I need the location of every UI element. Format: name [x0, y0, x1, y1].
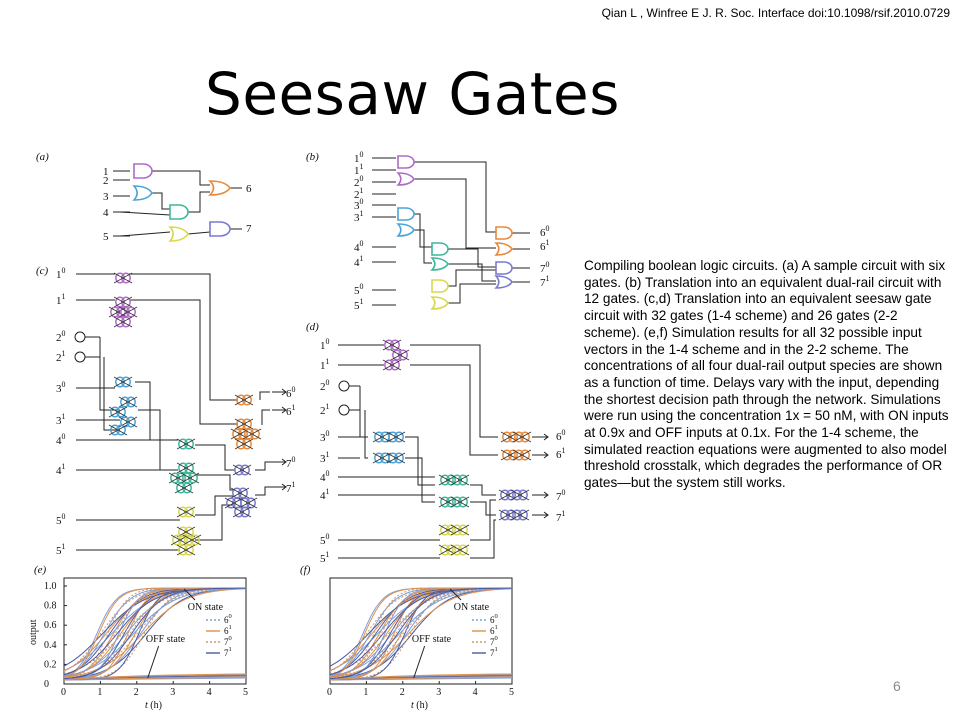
panel-e-off-state-arrow — [148, 646, 159, 678]
panel-c-seesaw-gate-16 — [177, 507, 195, 517]
panel-f-xtick-label: 0 — [327, 687, 332, 698]
panel-d-input-3-0 — [320, 429, 330, 444]
panel-b-input-5-0 — [354, 282, 364, 297]
panel-e-off-state-label: OFF state — [145, 634, 186, 645]
panel-c-output-7-0-sup: 0 — [291, 455, 296, 464]
wire — [255, 487, 272, 495]
panel-c-input-3-0-base: 3 — [56, 383, 62, 395]
wire — [360, 386, 368, 437]
panel-d-seesaw-gate-11 — [451, 497, 469, 507]
panel-a-input-1: 1 — [103, 166, 109, 178]
panel-e-ytick-label: 1.0 — [44, 581, 57, 592]
panel-d-threshold-2-0 — [339, 381, 349, 391]
panel-b-input-2-0-base: 2 — [354, 177, 360, 189]
wire — [470, 485, 496, 495]
panel-e-xtick-label: 5 — [243, 687, 248, 698]
panel-c-input-2-1-sup: 1 — [61, 349, 66, 358]
panel-d-input-2-0-base: 2 — [320, 381, 326, 393]
panel-d-input-5-0 — [320, 532, 330, 547]
panel-d-seesaw-gate-9 — [451, 475, 469, 485]
panel-c-input-4-1 — [56, 462, 66, 477]
panel-d-output-6-0-sup: 0 — [561, 428, 566, 437]
panel-d-output-7-0 — [556, 488, 566, 503]
panel-c-input-2-0-base: 2 — [56, 332, 62, 344]
panel-e-legend-6-0-sup: 0 — [228, 613, 232, 620]
citation: Qian L , Winfree E J. R. Soc. Interface doi:10.1098/rsif.2010.0729 — [601, 6, 950, 20]
panel-e-legend-7-1 — [224, 646, 232, 658]
panel-c-input-2-0-sup: 0 — [61, 329, 66, 338]
panel-d-input-3-0-base: 3 — [320, 432, 326, 444]
wire — [130, 300, 238, 424]
panel-b-output-6-0 — [540, 224, 550, 239]
panel-c-input-5-1-sup: 1 — [61, 542, 66, 551]
panel-b-input-1-0-base: 1 — [354, 153, 360, 165]
panel-c-input-2-1 — [56, 349, 66, 364]
wire — [410, 365, 498, 455]
panel-d-output-7-1-base: 7 — [556, 512, 562, 524]
panel-c-seesaw-gate-11 — [177, 439, 195, 449]
panel-d-seesaw-gate-21 — [511, 490, 529, 500]
panel-b-input-1-1-sup: 1 — [359, 162, 364, 171]
panel-d-input-1-1-sup: 1 — [325, 357, 330, 366]
panel-c-output-6-0-base: 6 — [286, 388, 292, 400]
panel-c-seesaw-gate-8 — [109, 407, 127, 417]
panel-c-input-4-0 — [56, 432, 66, 447]
panel-c-seesaw-gate-25 — [235, 439, 253, 449]
panel-d-input-2-1 — [320, 402, 330, 417]
panel-c-input-3-0 — [56, 380, 66, 395]
panel-c-seesaw-gate-30 — [233, 507, 251, 517]
panel-c-input-2-1-base: 2 — [56, 352, 62, 364]
panel-a-output-6: 6 — [246, 183, 252, 195]
wire — [470, 500, 496, 540]
figure-caption: Compiling boolean logic circuits. (a) A sample circuit with six gates. (b) Translation into an equivalent dual-rail circuit with 12 gates. (c,d) Translation into an equivalent seesaw gate circuit with 32 gates (1-4 scheme) and 26 gates (2-2 scheme). (e,f) Simulation results for all 32 possible input vectors in the 1-4 scheme and in the 2-2 scheme. The concentrations of all four dual-rail output species are shown as a function of time. Delays vary with the input, depending the shortest decision path through the network. Simulations were run using the concentration 1x = 50 nM, with ON inputs at 0.9x and OFF inputs at 0.1x. For the 1-4 scheme, the simulated reaction equations were augmented to also model threshold crosstalk, which degrades the performance of OR gates—but the system still works. — [584, 258, 949, 491]
wire — [414, 162, 496, 232]
panel-e-legend-7-0-sup: 0 — [228, 635, 232, 642]
wire — [405, 437, 435, 485]
panel-c-seesaw-gate-12 — [177, 463, 195, 473]
panel-b-output-7-0-base: 7 — [540, 263, 546, 275]
panel-c-input-1-1-sup: 1 — [61, 292, 66, 301]
panel-e-legend-6-1-sup: 1 — [228, 624, 232, 631]
wire — [104, 357, 120, 430]
panel-b-output-6-1-sup: 1 — [545, 238, 550, 247]
panel-e-xtick-label: 3 — [170, 687, 176, 698]
panel-f-legend-7-0-base: 7 — [489, 637, 495, 647]
panel-a-input-2: 2 — [103, 175, 109, 187]
slide-number: 6 — [893, 678, 901, 694]
panel-b-input-3-1-sup: 1 — [359, 209, 364, 218]
panel-e-xtick-label: 1 — [97, 687, 103, 698]
circuit-wires — [76, 158, 548, 558]
wire — [410, 345, 498, 437]
panel-b-gate-9 — [496, 227, 512, 239]
panel-a-label: (a) — [36, 151, 49, 163]
panel-b-input-4-1-base: 4 — [354, 257, 360, 269]
panel-b-output-6-0-sup: 0 — [545, 224, 550, 233]
panel-b-gate-7 — [432, 280, 448, 292]
panel-a-gate-3 — [170, 205, 188, 219]
panel-d-input-2-0-sup: 0 — [325, 378, 330, 387]
panel-d-seesaw-gate-2 — [383, 360, 401, 370]
wire — [470, 520, 496, 558]
panel-d-label: (d) — [306, 321, 319, 333]
panel-c-input-3-0-sup: 0 — [61, 380, 66, 389]
panel-d-input-4-0-sup: 0 — [325, 469, 330, 478]
panel-d-input-1-0-base: 1 — [320, 340, 326, 352]
panel-d-input-2-1-base: 2 — [320, 405, 326, 417]
panel-b-input-4-1-sup: 1 — [359, 254, 364, 263]
panel-b-gate-5 — [432, 243, 448, 255]
panel-e-xtick-label: 2 — [133, 687, 139, 698]
panel-d-input-3-1 — [320, 450, 330, 465]
panel-d-output-7-0-base: 7 — [556, 491, 562, 503]
panel-f-xlabel-unit: (h) — [413, 700, 428, 711]
panel-d-seesaw-gate-1 — [383, 340, 401, 350]
panel-e-xlabel-unit: (h) — [147, 700, 162, 711]
panel-f-legend-6-1-base: 6 — [489, 626, 495, 636]
panel-c-input-3-1-sup: 1 — [61, 412, 66, 421]
panel-d-seesaw-gate-13 — [451, 525, 469, 535]
panel-d-input-4-1 — [320, 487, 330, 502]
panel-c-output-6-0 — [286, 385, 296, 400]
panel-b-input-4-0-sup: 0 — [359, 239, 364, 248]
panel-b-label: (b) — [306, 151, 319, 163]
panel-d-seesaw-gate-23 — [511, 510, 529, 520]
panel-f-legend-7-1-base: 7 — [489, 648, 495, 658]
panel-e-xlabel — [145, 700, 162, 711]
panel-c-input-5-0-sup: 0 — [61, 512, 66, 521]
panel-c-input-4-0-sup: 0 — [61, 432, 66, 441]
panel-d-input-5-1-base: 5 — [320, 553, 326, 565]
panel-d-input-5-1-sup: 1 — [325, 550, 330, 559]
panel-f-legend-6-1-sup: 1 — [494, 624, 498, 631]
panel-f-off-state-arrow — [414, 646, 425, 678]
panel-c-seesaw-gate-1 — [114, 273, 132, 283]
panel-c-seesaw-gate-27 — [231, 488, 249, 498]
panel-e-on-curve — [64, 588, 246, 671]
panel-b-gate-3 — [398, 208, 414, 220]
panel-f-xtick-label: 5 — [509, 687, 514, 698]
panel-d-output-6-0 — [556, 428, 566, 443]
panel-b-output-6-0-base: 6 — [540, 227, 546, 239]
panel-c-threshold-2-0 — [75, 332, 85, 342]
panel-e-ytick-label: 0.6 — [44, 620, 57, 632]
panel-b-gate-1 — [398, 156, 414, 168]
panel-c-seesaw-gate-24 — [243, 429, 261, 439]
wire — [120, 232, 170, 236]
panel-c-output-7-1-sup: 1 — [291, 480, 296, 489]
wire — [195, 445, 235, 470]
panel-c-input-1-0-base: 1 — [56, 269, 62, 281]
wire — [195, 475, 235, 490]
panel-f-on-state-label: ON state — [453, 602, 490, 613]
panel-c-output-6-1-base: 6 — [286, 406, 292, 418]
panel-e-xtick-label: 0 — [61, 687, 66, 698]
panel-c-output-7-0 — [286, 455, 296, 470]
panel-a-input-3: 3 — [103, 191, 109, 203]
panel-b-gate-11 — [496, 262, 512, 274]
panel-c-input-3-1 — [56, 412, 66, 427]
wire — [152, 171, 210, 185]
wire — [120, 212, 170, 215]
panel-c-input-5-1 — [56, 542, 66, 557]
panel-f-legend-7-0-sup: 0 — [494, 635, 498, 642]
panel-c-output-7-1 — [286, 480, 296, 495]
panel-c-input-1-1 — [56, 292, 66, 307]
panel-e-legend-6-0-base: 6 — [223, 615, 229, 625]
panel-a-gate-6 — [210, 222, 230, 236]
panel-e-legend-7-1-sup: 1 — [228, 646, 232, 653]
panel-d-output-6-1-sup: 1 — [561, 446, 566, 455]
panel-e-ytick-label: 0.4 — [44, 639, 57, 651]
panel-a-input-4: 4 — [103, 207, 109, 219]
panel-e-label: (e) — [34, 564, 47, 576]
panel-b-input-2-1-sup: 1 — [359, 186, 364, 195]
panel-c-output-6-1-sup: 1 — [291, 403, 296, 412]
panel-d-input-2-0 — [320, 378, 330, 393]
panel-b-input-5-1-base: 5 — [354, 300, 360, 312]
panel-c-input-2-0 — [56, 329, 66, 344]
panel-e-ytick-label: 0 — [44, 679, 49, 690]
panel-a-gate-4 — [170, 227, 188, 241]
panel-c-input-3-1-base: 3 — [56, 415, 62, 427]
panel-f-legend-7-1-sup: 1 — [494, 646, 498, 653]
panel-b-input-3-0-sup: 0 — [359, 197, 364, 206]
wire — [100, 337, 120, 410]
wire — [188, 192, 210, 212]
panel-b-output-7-0-sup: 0 — [545, 260, 550, 269]
panel-d-input-5-0-base: 5 — [320, 535, 326, 547]
wire — [448, 284, 496, 303]
panel-c-input-1-0 — [56, 266, 66, 281]
panel-f-xtick-label: 4 — [472, 687, 478, 698]
panel-c-input-4-1-sup: 1 — [61, 462, 66, 471]
panel-d-input-1-0-sup: 0 — [325, 337, 330, 346]
panel-f-xtick-label: 2 — [399, 687, 405, 698]
panel-b-input-3-1-base: 3 — [354, 212, 360, 224]
wire — [152, 193, 170, 209]
panel-b-output-6-1-base: 6 — [540, 241, 546, 253]
panel-d-input-1-0 — [320, 337, 330, 352]
panel-b-input-4-1 — [354, 254, 364, 269]
panel-d-seesaw-gate-15 — [451, 545, 469, 555]
panel-a-gate-1 — [134, 164, 152, 178]
wire — [262, 410, 270, 425]
wire — [255, 462, 272, 470]
panel-b-gate-6 — [432, 258, 448, 270]
panel-a-output-7: 7 — [246, 223, 252, 235]
panel-b-input-1-0-sup: 0 — [359, 150, 364, 159]
panel-f-legend-6-0-base: 6 — [489, 615, 495, 625]
panel-b-input-5-1 — [354, 297, 364, 312]
panel-d-input-4-1-sup: 1 — [325, 487, 330, 496]
panel-a-input-5: 5 — [103, 231, 109, 243]
wire — [128, 274, 238, 400]
panel-d-output-7-1 — [556, 509, 566, 524]
panel-c-input-5-0-base: 5 — [56, 515, 62, 527]
panel-b-input-3-1 — [354, 209, 364, 224]
panel-f-xlabel-var: t — [411, 700, 414, 711]
wire — [414, 179, 496, 248]
panel-b-input-5-1-sup: 1 — [359, 297, 364, 306]
panel-d-input-4-0 — [320, 469, 330, 484]
panel-c-input-1-0-sup: 0 — [61, 266, 66, 275]
panel-f-xtick-label: 1 — [363, 687, 369, 698]
panel-c-threshold-2-1 — [75, 352, 85, 362]
panel-b-gate-12 — [496, 276, 512, 288]
panel-c-label: (c) — [36, 265, 49, 277]
panel-a-gate-2 — [134, 186, 152, 200]
panel-c-seesaw-gate-6 — [114, 377, 132, 387]
wire — [470, 502, 496, 515]
panel-c-input-4-1-base: 4 — [56, 465, 62, 477]
panel-b-input-5-0-base: 5 — [354, 285, 360, 297]
panel-c-seesaw-gate-4 — [119, 307, 137, 317]
panel-e-ylabel: output — [28, 619, 39, 645]
panel-c-input-4-0-base: 4 — [56, 435, 62, 447]
panel-b-input-2-1-base: 2 — [354, 189, 360, 201]
panel-d-input-2-1-sup: 1 — [325, 402, 330, 411]
panel-b-input-1-1-base: 1 — [354, 165, 360, 177]
panel-a-gate-5 — [210, 181, 230, 195]
panel-e-xtick-label: 4 — [206, 687, 212, 698]
panel-f-on-curve — [330, 588, 512, 671]
panel-d-seesaw-gate-17 — [513, 432, 531, 442]
panel-b-gate-4 — [398, 224, 414, 236]
panel-e-legend-6-1-base: 6 — [223, 626, 229, 636]
panel-d-input-4-0-base: 4 — [320, 472, 326, 484]
panel-c-seesaw-gate-15 — [175, 483, 193, 493]
panel-b-gate-2 — [398, 173, 414, 185]
panel-d-input-4-1-base: 4 — [320, 490, 326, 502]
panel-d-seesaw-gate-3 — [391, 350, 409, 360]
panel-c-seesaw-gate-3 — [109, 307, 127, 317]
panel-d-input-3-1-sup: 1 — [325, 450, 330, 459]
wire — [135, 382, 178, 440]
panel-e-legend-7-0-base: 7 — [223, 637, 229, 647]
wire — [365, 410, 368, 458]
panel-c-seesaw-gate-26 — [233, 465, 251, 475]
panel-d-input-3-1-base: 3 — [320, 453, 326, 465]
panel-b-output-7-1-base: 7 — [540, 277, 546, 289]
panel-b-input-5-0-sup: 0 — [359, 282, 364, 291]
panel-d-input-5-0-sup: 0 — [325, 532, 330, 541]
panel-c-output-6-1 — [286, 403, 296, 418]
panel-b-output-7-0 — [540, 260, 550, 275]
panel-b-input-4-0-base: 4 — [354, 242, 360, 254]
panel-c-input-1-1-base: 1 — [56, 295, 62, 307]
panel-f-legend-6-0-sup: 0 — [494, 613, 498, 620]
panel-c-seesaw-gate-5 — [114, 317, 132, 327]
panel-b-gate-10 — [496, 243, 512, 255]
panel-c-seesaw-gate-7 — [119, 397, 137, 407]
panel-e-legend-7-1-base: 7 — [223, 648, 229, 658]
panel-c-output-6-0-sup: 0 — [291, 385, 296, 394]
wire — [260, 392, 270, 400]
panel-d-threshold-2-1 — [339, 405, 349, 415]
panel-d-seesaw-gate-19 — [513, 450, 531, 460]
panel-f-label: (f) — [300, 564, 311, 576]
panel-b-gate-8 — [432, 297, 448, 309]
panel-e-xlabel-var: t — [145, 700, 148, 711]
panel-d-output-7-1-sup: 1 — [561, 509, 566, 518]
panel-c-seesaw-gate-2 — [114, 297, 132, 307]
panel-c-output-7-0-base: 7 — [286, 458, 292, 470]
panel-d-output-7-0-sup: 0 — [561, 488, 566, 497]
panel-e-ytick-label: 0.8 — [44, 600, 57, 612]
panel-b-input-2-0-sup: 0 — [359, 174, 364, 183]
panel-c-input-5-0 — [56, 512, 66, 527]
panel-c-output-7-1-base: 7 — [286, 483, 292, 495]
panel-f-legend-7-1 — [490, 646, 498, 658]
panel-b-input-4-0 — [354, 239, 364, 254]
panel-e-ytick-label: 0.2 — [44, 659, 57, 671]
panel-d-output-6-0-base: 6 — [556, 431, 562, 443]
panel-d-input-3-0-sup: 0 — [325, 429, 330, 438]
panel-b-input-3-0-base: 3 — [354, 200, 360, 212]
panel-b-output-7-1 — [540, 274, 550, 289]
panel-f-xlabel — [411, 700, 428, 711]
panel-d-input-1-1 — [320, 357, 330, 372]
panel-e-on-state-label: ON state — [187, 602, 224, 613]
panel-c-input-5-1-base: 5 — [56, 545, 62, 557]
panel-d-input-5-1 — [320, 550, 330, 565]
panel-d-output-6-1 — [556, 446, 566, 461]
panel-b-output-7-1-sup: 1 — [545, 274, 550, 283]
panel-b-output-6-1 — [540, 238, 550, 253]
panel-d-output-6-1-base: 6 — [556, 449, 562, 461]
slide-title: Seesaw Gates — [205, 60, 620, 128]
panel-d-input-1-1-base: 1 — [320, 360, 326, 372]
panel-c-seesaw-gate-14 — [181, 473, 199, 483]
panel-f-off-state-label: OFF state — [411, 634, 452, 645]
panel-f-xtick-label: 3 — [436, 687, 442, 698]
wire — [188, 232, 210, 234]
